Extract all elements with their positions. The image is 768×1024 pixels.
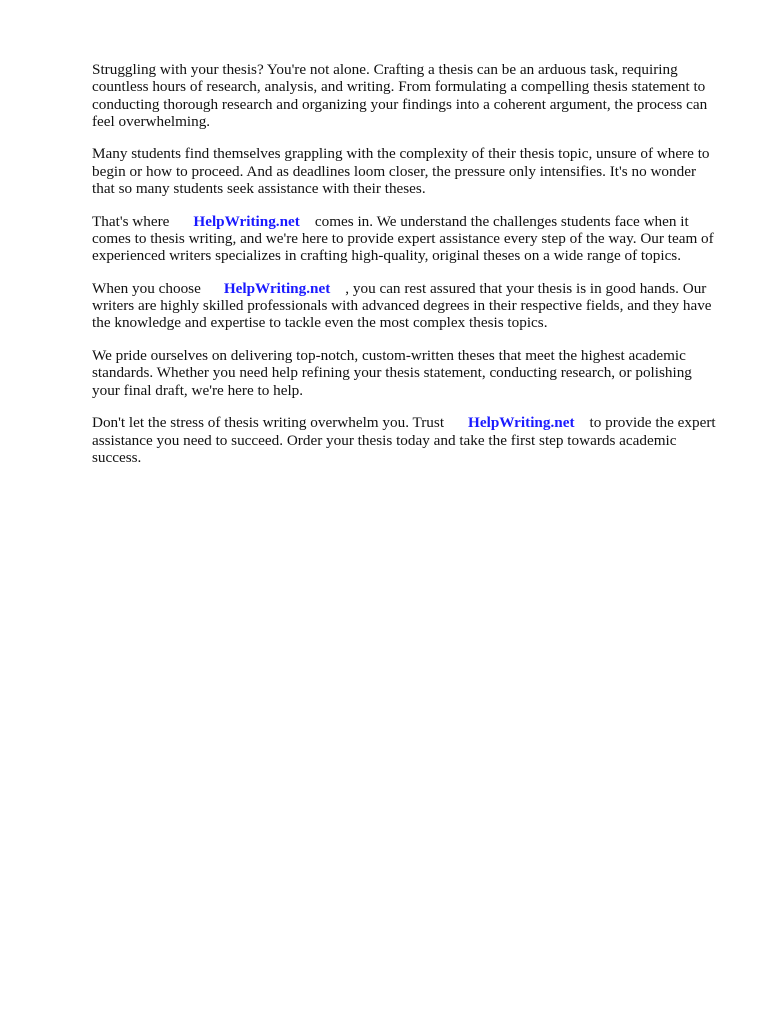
paragraph-intro xyxy=(92,61,722,130)
paragraph-text-before: Don't let the stress of thesis writing overwhelm you. Trust xyxy=(92,414,445,432)
helpwriting-link[interactable]: HelpWriting.net xyxy=(193,212,300,230)
paragraph-when-you-choose xyxy=(92,280,722,332)
paragraph-text-before: When you choose xyxy=(92,279,201,297)
paragraph-struggles xyxy=(92,145,722,197)
paragraph-text-before: That's where xyxy=(92,212,170,230)
paragraph-trust xyxy=(92,414,722,466)
paragraph-we-pride xyxy=(92,347,722,399)
paragraph-text: Struggling with your thesis? You're not alone. Crafting a thesis can be an arduous task, requiring countless hours of research, analysis, and writing. From formulating a compelling thesis statement to conducting thorough research and organizing your findings into a coherent argument, the process can feel overwhelming. xyxy=(92,61,708,130)
paragraph-thats-where xyxy=(92,213,722,265)
paragraph-text-after: , you can rest assured that your thesis is in good hands. Our writers are highly skilled professionals with advanced degrees in their respective fields, and they have the knowledge and expertise to tackle even the most complex thesis topics. xyxy=(92,279,712,332)
helpwriting-link[interactable]: HelpWriting.net xyxy=(468,414,575,432)
paragraph-text-after: comes in. We understand the challenges students face when it comes to thesis writing, and we're here to provide expert assistance every step of the way. Our team of experienced writers specializes in crafting high-quality, original theses on a wide range of topics. xyxy=(92,212,714,265)
paragraph-text: Many students find themselves grappling with the complexity of their thesis topic, unsure of where to begin or how to proceed. And as deadlines loom closer, the pressure only intensifies. It's no wonder that so many students seek assistance with their theses. xyxy=(92,145,710,198)
paragraph-text: We pride ourselves on delivering top-notch, custom-written theses that meet the highest academic standards. Whether you need help refining your thesis statement, conducting research, or polishing your final draft, we're here to help. xyxy=(92,347,692,399)
helpwriting-link[interactable]: HelpWriting.net xyxy=(223,279,331,297)
document-body xyxy=(92,61,722,481)
paragraph-text-after: to provide the expert assistance you need to succeed. Order your thesis today and take the first step towards academic success. xyxy=(92,414,716,466)
